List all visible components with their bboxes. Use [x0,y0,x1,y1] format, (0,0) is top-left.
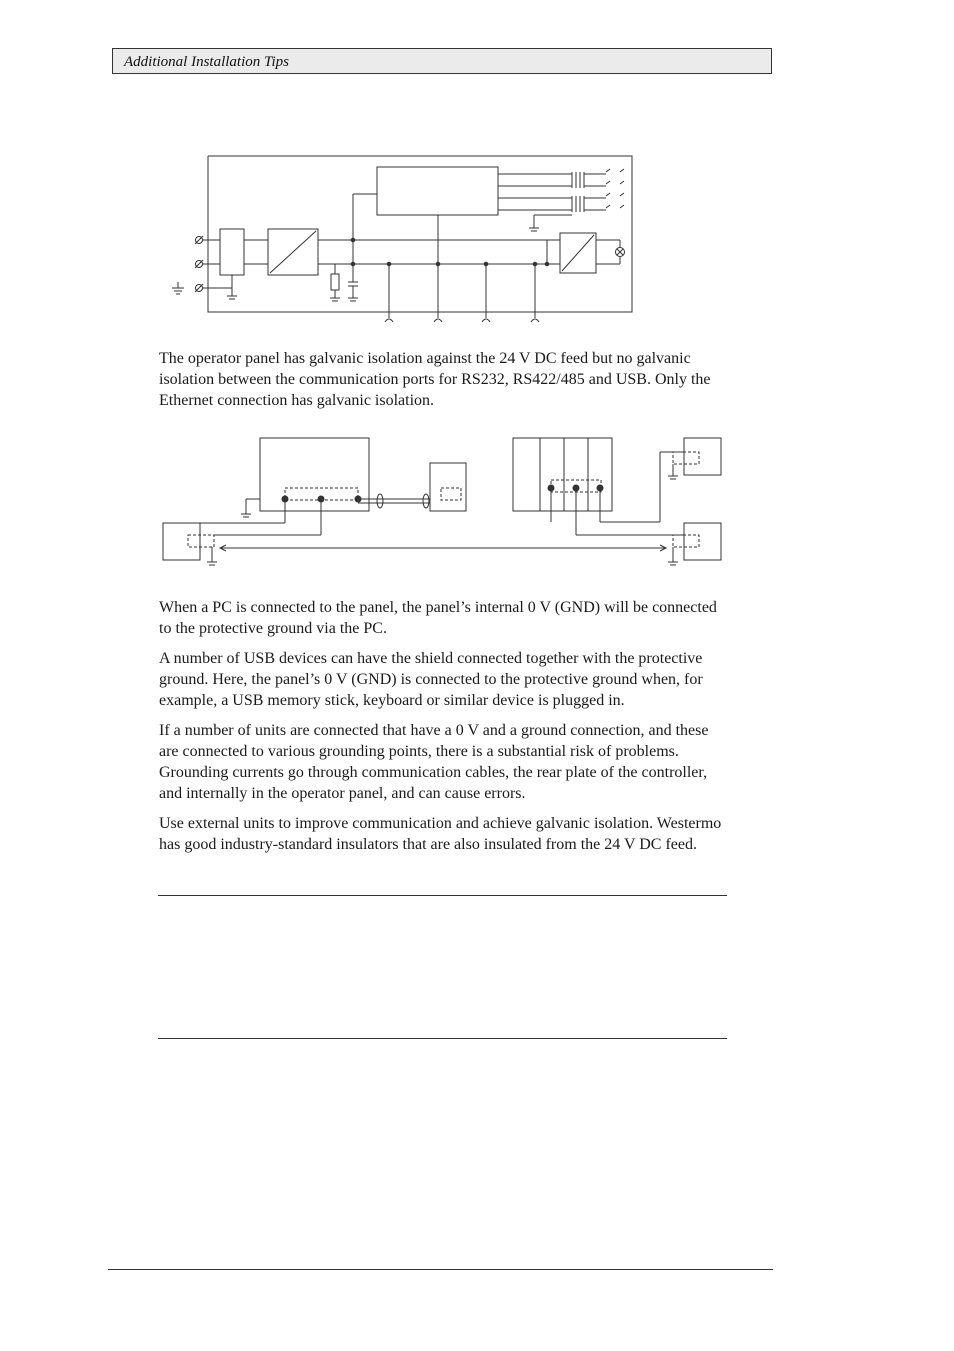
filter-block [220,229,244,275]
input-terminal-1 [195,236,203,244]
controller-rack [513,438,612,511]
paragraph-3: A number of USB devices can have the shield connected together with the protective ground. Here, the panel’s 0 V (GND) is connected to the protective ground when, for example, a USB memory stick, keyboard or similar device is plugged in. [159,650,703,709]
remote-device-top [684,438,721,475]
note-rule-top [158,895,727,896]
input-terminal-2 [195,260,203,268]
lamp-icon [616,248,625,257]
grounding-diagram-figure [150,430,730,580]
footer-rule [108,1269,773,1270]
header-title: Additional Installation Tips [124,54,290,70]
usb-device-box [430,463,466,511]
page-header [112,48,772,74]
controller-block [377,167,498,215]
pc-box [163,523,200,560]
input-terminal-3 [195,284,203,292]
remote-device-bottom [684,523,721,560]
enclosure-outline [208,156,632,312]
paragraph-2: When a PC is connected to the panel, the panel’s internal 0 V (GND) will be connected to the protective ground via the PC. [159,599,717,637]
isolation-schematic-figure [168,148,642,328]
paragraph-5: Use external units to improve communication and achieve galvanic isolation. Westermo has good industry-standard insulators that are also insulated from the 24 V DC feed. [159,815,722,853]
paragraph-4: If a number of units are connected that have a 0 V and a ground connection, and these are connected to various grounding points, there is a substantial risk of problems. Grounding currents go through communication cables, the rear plate of the controller, and internally in the operator panel, and can cause errors. [159,722,709,802]
resistor [331,274,339,290]
paragraph-1: The operator panel has galvanic isolation against the 24 V DC feed but no galvanic isolation between the communication ports for RS232, RS422/485 and USB. Only the Ethernet connection has galvanic isolation. [159,350,711,409]
transformer-2 [572,196,584,212]
note-rule-bottom [158,1038,727,1039]
transformer-1 [572,172,584,188]
